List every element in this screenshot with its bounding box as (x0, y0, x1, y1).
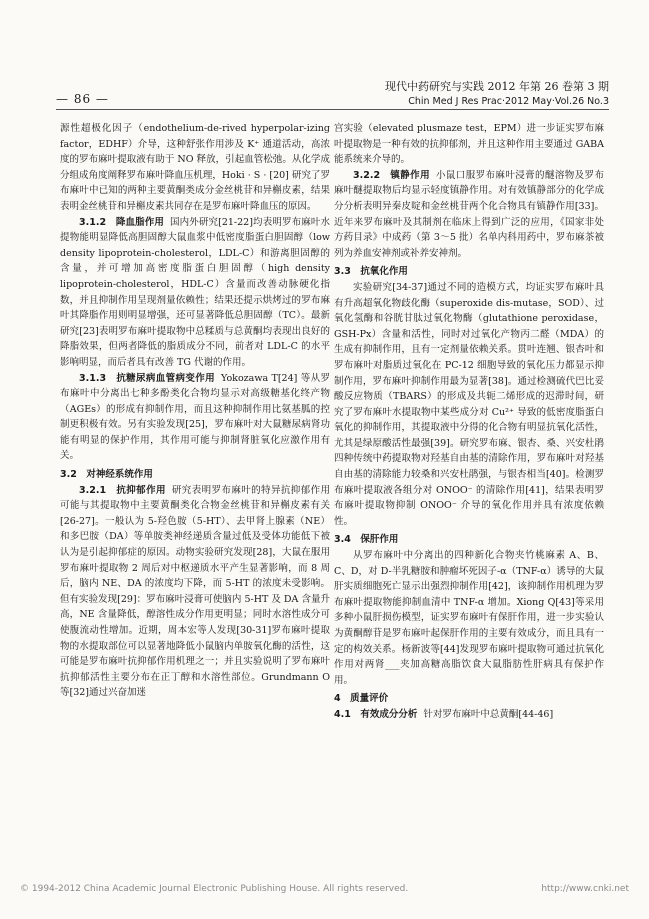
paragraph-antioxidant: 实验研究[34-37]通过不同的造模方式，均证实罗布麻叶具有升高超氧化物歧化酶（superoxide dis-mutase，SOD）、过氧化氢酶和谷胱甘肽过氧化物酶（glutathione peroxidase，GSH-Px）含量和活性，同时对过氧化产物丙二醛（MDA）的生成有抑制作用，且有一定剂量依赖关系。贯叶连翘、银杏叶和罗布麻叶对脂质过氧化在 PC-12 细胞导致的氧化压力都显示抑制作用，罗布麻叶抑制作用最为显著[38]。通过检测硫代巴比妥酸反应物质（TBARS）的形成及共轭二烯形成的迟滞时间，研究了罗布麻叶水提取物中某些成分对 Cu²⁺ 导致的低密度脂蛋白氧化的抑制作用，其提取液中分得的化合物有明显抗氧化活性，尤其是绿原酸活性最强[39]。研究罗布麻、银杏、桑、兴安杜鹃四种传统中药提取物对羟基自由基的清除作用，罗布麻叶对羟基自由基的清除能力较桑和兴安杜鹃强，与银杏相当[40]。检测罗布麻叶提取液各组分对 ONOO⁻ 的清除作用[41]，结果表明罗布麻叶提取物抑制 ONOO⁻ 介导的氧化作用并具有浓度依赖性。 (334, 281, 604, 527)
section-3-1-2 (60, 215, 330, 371)
section-heading-3-2: 3.2 对神经系统作用 (60, 469, 153, 481)
header-divider (56, 109, 609, 110)
paragraph-antidepressant: 研究表明罗布麻叶的特异抗抑郁作用可能与其提取物中主要黄酮类化合物金丝桃苷和异槲皮素有关[26-27]。一般认为 5-羟色胺（5-HT）、去甲肾上腺素（NE）和多巴胺（DA）等单胺类神经递质含量过低及受体功能低下被认为是引起抑郁症的原因。动物实验研究发现[28]，大鼠在服用罗布麻叶提取物 2 周后对中枢递质水平产生显著影响，而 8 周后，脑内 NE、DA 的浓度均下降，而 5-HT 的浓度未受影响。但有实验发现[29]：罗布麻叶浸膏可使脑内 5-HT 及 DA 含量升高，NE 含量降低，醇溶性成分作用更明显；同时水溶性成分可使腹流动性增加。近期，周本宏等人发现[30-31]罗布麻叶提取物的水提取部位可以显著地降低小鼠脑内单胺氧化酶的活性，这可能是罗布麻叶抗抑郁作用机理之一；并且实验说明了罗布麻叶抗抑郁活性主要分布在正丁醇和水溶性部位。Grundmann O 等[32]通过兴奋加迷 (60, 484, 330, 699)
section-number: 4.1 有效成分分析 (334, 708, 418, 720)
section-heading-3-4: 3.4 保肝作用 (334, 534, 399, 546)
journal-title-cn: 现代中药研究与实践 2012 年第 26 卷第 3 期 (385, 80, 609, 93)
paragraph-lipid: 国内外研究[21-22]均表明罗布麻叶水提物能明显降低高胆固醇大鼠血浆中低密度脂蛋白胆固醇（low density lipoprotein-cholesterol，LDL-C）和游离胆固醇的含量，并可增加高密度脂蛋白胆固醇（high density lipoprotein-cholesterol，HDL-C）含量而改善动脉硬化指数，并且抑制作用呈现剂量依赖性；结果还提示烘烤过的罗布麻叶其降脂作用则明显增强，还可显著降低总胆固醇（TC）。最新研究[23]表明罗布麻叶提取物中总糅质与总黄酮均表现出良好的降脂效果，但两者降低的脂质成分不同，前者对 LDL-C 的水平影响明显，而后者具有改善 TG 代谢的作用。 (60, 216, 330, 368)
paragraph-quality: 针对罗布麻叶中总黄酮[44-46] (423, 708, 554, 720)
section-3-2-2 (334, 168, 604, 262)
section-3-1-3 (60, 371, 330, 465)
section-number: 3.2.2 镇静作用 (353, 169, 430, 181)
copyright-notice: © 1994-2012 China Academic Journal Electronic Publishing House. All rights reserved. (20, 884, 409, 894)
section-4-1 (334, 707, 604, 723)
paragraph-liver: 从罗布麻叶中分离出的四种新化合物夹竹桃麻素 A、B、C、D，对 D-半乳糖胺和肿瘤坏死因子-α（TNF-α）诱导的大鼠肝实质细胞死亡显示出强烈抑制作用[42]，该抑制作用机理为罗布麻叶提取物能抑制血清中 TNF-α 增加。Xiong Q[43]等采用多种小鼠肝损伤模型，证实罗布麻叶有保肝作用，进一步实验认为黄酮醇苷是罗布麻叶起保肝作用的主要有效成分，而且具有一定的构效关系。杨新波等[44]发现罗布麻叶提取物可通过抗氧化作用对两肾___夹加高糖高脂饮食大鼠脂肪性肝病具有保护作用。 (334, 550, 604, 686)
paragraph-epm: 宫实验（elevated plusmaze test，EPM）进一步证实罗布麻叶提取物是一种有效的抗抑郁剂，并且这种作用主要通过 GABA 能系统来介导的。 (334, 123, 604, 166)
journal-header (309, 79, 609, 109)
section-number: 3.1.2 降血脂作用 (79, 216, 164, 228)
paragraph-edhf: 源性超极化因子（endothelium-de-rived hyperpolar-izing factor，EDHF）介导，这种舒张作用涉及 K⁺ 通道活动，高浓度的罗布麻叶提取液有助于 NO 释放，引起血管松弛。从化学成分组成角度阐释罗布麻叶降血压机理，Hoki · S · [20] 研究了罗布麻叶中已知的两种主要黄酮类成分金丝桃苷和异槲皮素，结果表明金丝桃苷和异槲皮素共同存在是罗布麻叶降血压的原因。 (60, 123, 330, 212)
paragraph-diabetes: Yokozawa T[24] 等从罗布麻叶中分离出七种多酚类化合物均显示对高级糖基化终产物（AGEs）的形成有抑制作用，而且这种抑制作用比氨基胍的控制更积极有效。另有实验发现[25]，罗布麻叶对大鼠糖尿病肾功能有明显的保护作用，其作用可能与抑制肾脏氧化应激作用有关。 (60, 372, 330, 462)
section-number: 3.1.3 抗糖尿病血管病变作用 (79, 372, 216, 384)
section-heading-3-3: 3.3 抗氧化作用 (334, 266, 408, 278)
footer (20, 884, 629, 894)
paragraph-sedative: 小鼠口服罗布麻叶浸膏的醚溶物及罗布麻叶醚提取物后均显示轻度镇静作用。对有效镇静部分的化学成分分析表明异秦皮啶和金丝桃苷两个化合物具有镇静作用[33]。近年来罗布麻叶及其制剂在临床上得到广泛的应用，《国家非处方药目录》中成药（第 3～5 批）名单内科用药中，罗布麻茶被列为养血安神剂或补养安神剂。 (334, 169, 604, 259)
journal-title-en: Chin Med J Res Prac·2012 May·Vol.26 No.3 (408, 96, 609, 107)
section-number: 3.2.1 抗抑郁作用 (79, 484, 166, 496)
page-number: — 86 — (56, 92, 109, 106)
left-column (60, 121, 330, 701)
section-3-2-1 (60, 483, 330, 701)
section-heading-4: 4 质量评价 (334, 693, 389, 705)
right-column (334, 121, 604, 723)
footer-url: http://www.cnki.net (541, 884, 629, 894)
